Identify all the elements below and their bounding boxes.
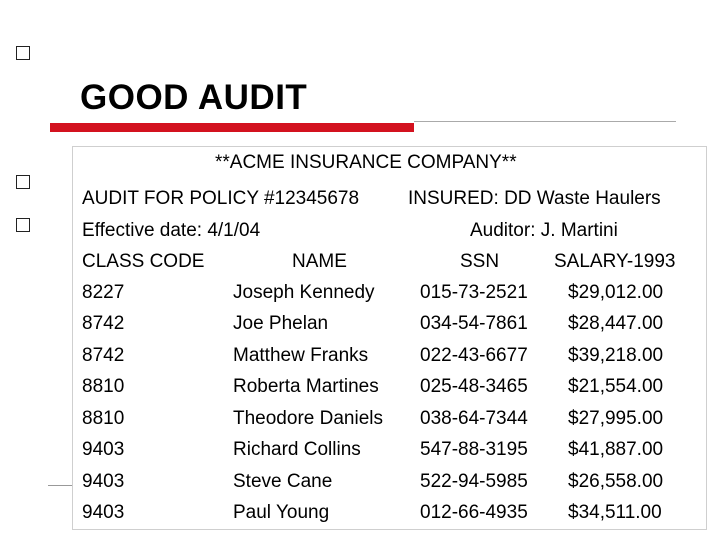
row-salary: $39,218.00 <box>568 345 664 366</box>
header-ssn: SSN <box>460 251 500 272</box>
title-accent-rule <box>50 123 414 132</box>
row-ssn: 022-43-6677 <box>420 345 528 366</box>
auditor-name: Auditor: J. Martini <box>470 220 618 241</box>
title-divider-rule <box>414 121 676 122</box>
row-class-code: 8810 <box>82 408 125 429</box>
slide-bullet-icon <box>16 218 30 232</box>
row-ssn: 547-88-3195 <box>420 439 528 460</box>
row-name: Steve Cane <box>233 471 333 492</box>
row-class-code: 8810 <box>82 376 125 397</box>
row-name: Roberta Martines <box>233 376 379 397</box>
slide-bullet-icon <box>16 175 30 189</box>
row-salary: $26,558.00 <box>568 471 664 492</box>
row-ssn: 038-64-7344 <box>420 408 528 429</box>
row-ssn: 522-94-5985 <box>420 471 528 492</box>
row-salary: $27,995.00 <box>568 408 664 429</box>
row-class-code: 8742 <box>82 313 125 334</box>
row-name: Joseph Kennedy <box>233 282 375 303</box>
header-name: NAME <box>292 251 347 272</box>
row-name: Paul Young <box>233 502 330 523</box>
row-salary: $41,887.00 <box>568 439 664 460</box>
row-ssn: 034-54-7861 <box>420 313 528 334</box>
row-class-code: 9403 <box>82 502 125 523</box>
row-salary: $29,012.00 <box>568 282 664 303</box>
row-name: Richard Collins <box>233 439 361 460</box>
row-salary: $34,511.00 <box>568 502 662 523</box>
row-class-code: 9403 <box>82 439 125 460</box>
row-class-code: 8227 <box>82 282 125 303</box>
slide-bullet-icon <box>16 46 30 60</box>
header-salary: SALARY-1993 <box>554 251 676 272</box>
row-name: Theodore Daniels <box>233 408 383 429</box>
row-salary: $28,447.00 <box>568 313 664 334</box>
row-class-code: 8742 <box>82 345 125 366</box>
row-ssn: 012-66-4935 <box>420 502 528 523</box>
row-name: Matthew Franks <box>233 345 369 366</box>
row-class-code: 9403 <box>82 471 125 492</box>
company-heading: **ACME INSURANCE COMPANY** <box>215 152 517 173</box>
policy-line: AUDIT FOR POLICY #12345678 <box>82 188 360 209</box>
insured-line: INSURED: DD Waste Haulers <box>408 188 661 209</box>
header-class-code: CLASS CODE <box>82 251 205 272</box>
row-salary: $21,554.00 <box>568 376 664 397</box>
slide-title: GOOD AUDIT <box>80 78 308 117</box>
row-name: Joe Phelan <box>233 313 329 334</box>
row-ssn: 025-48-3465 <box>420 376 528 397</box>
row-ssn: 015-73-2521 <box>420 282 528 303</box>
effective-date: Effective date: 4/1/04 <box>82 220 261 241</box>
